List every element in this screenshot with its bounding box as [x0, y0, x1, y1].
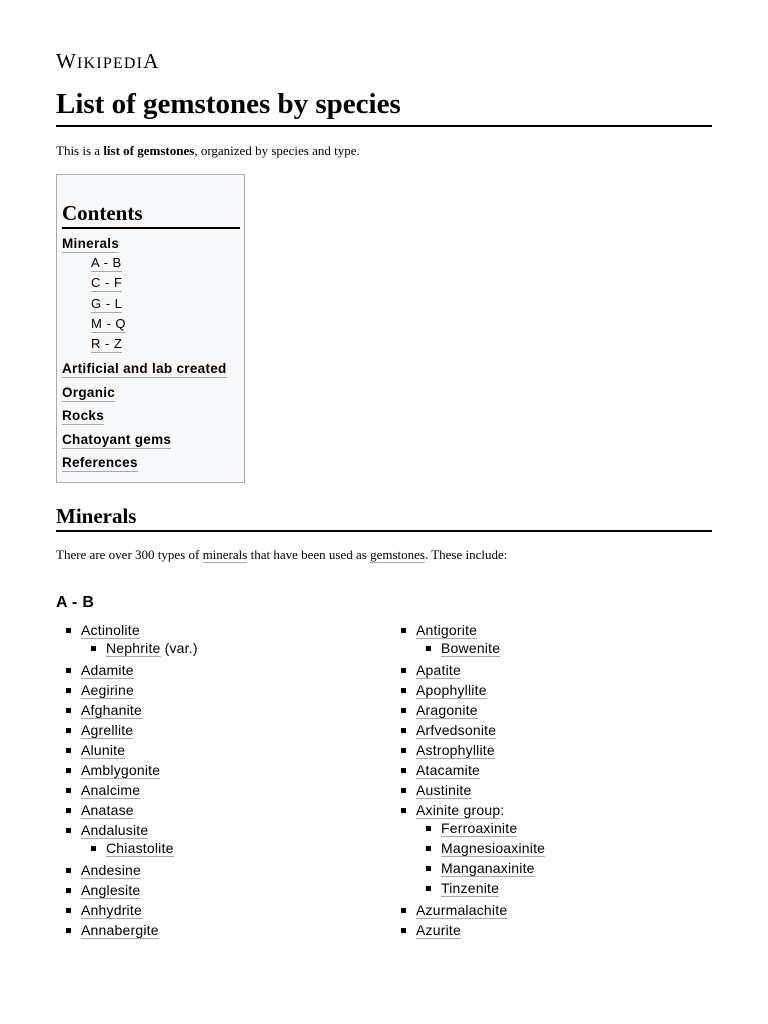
- gemstones-link[interactable]: gemstones: [370, 547, 425, 562]
- list-item: [56, 720, 198, 740]
- bullet-marker: [66, 828, 71, 833]
- list-item: [391, 900, 545, 920]
- sub-list-item: [416, 858, 545, 878]
- table-of-contents: [56, 174, 245, 483]
- sub-list-item: [81, 838, 198, 858]
- mineral-link-annabergite[interactable]: Annabergite: [81, 922, 159, 938]
- list-item: [391, 780, 545, 800]
- item-suffix: :: [500, 802, 505, 818]
- bullet-marker: [66, 748, 71, 753]
- sub-list-item: [81, 638, 198, 658]
- toc-item-minerals[interactable]: Minerals: [62, 236, 120, 251]
- toc-item-references[interactable]: References: [62, 455, 138, 470]
- list-item: [56, 760, 198, 780]
- mineral-link-magnesioaxinite[interactable]: Magnesioaxinite: [441, 840, 546, 856]
- bullet-marker: [401, 668, 406, 673]
- mineral-link-antigorite[interactable]: Antigorite: [416, 622, 478, 638]
- mineral-link-anglesite[interactable]: Anglesite: [81, 882, 141, 898]
- toc-title: Contents: [62, 199, 240, 229]
- wordmark-initial: W: [56, 49, 78, 73]
- mineral-link-tinzenite[interactable]: Tinzenite: [441, 880, 500, 896]
- bullet-marker: [66, 628, 71, 633]
- toc-item-g-l[interactable]: G - L: [91, 296, 123, 311]
- list-item: [391, 720, 545, 740]
- mineral-list-right: [391, 620, 545, 940]
- mineral-link-andalusite[interactable]: Andalusite: [81, 822, 149, 838]
- bullet-marker: [66, 928, 71, 933]
- bullet-marker: [401, 768, 406, 773]
- bullet-marker: [66, 868, 71, 873]
- bullet-marker: [401, 708, 406, 713]
- mineral-link-analcime[interactable]: Analcime: [81, 782, 141, 798]
- bullet-marker: [401, 928, 406, 933]
- toc-item-artificial[interactable]: Artificial and lab created: [62, 361, 227, 376]
- sub-list-item: [416, 638, 545, 658]
- toc-item-c-f[interactable]: C - F: [91, 275, 123, 290]
- mineral-link-azurite[interactable]: Azurite: [416, 922, 461, 938]
- bullet-marker: [401, 908, 406, 913]
- section-heading-minerals: Minerals: [56, 502, 712, 532]
- list-item: [56, 860, 198, 880]
- minerals-text-middle: that have been used as: [247, 547, 371, 562]
- list-item: [56, 620, 198, 658]
- mineral-link-actinolite[interactable]: Actinolite: [81, 622, 140, 638]
- list-item: [56, 900, 198, 920]
- mineral-link-aragonite[interactable]: Aragonite: [416, 702, 478, 718]
- mineral-link-anatase[interactable]: Anatase: [81, 802, 134, 818]
- wordmark-middle: IKIPEDI: [77, 55, 144, 72]
- mineral-link-alunite[interactable]: Alunite: [81, 742, 126, 758]
- sub-list-item: [416, 878, 545, 898]
- list-item: [391, 620, 545, 658]
- mineral-list-left: [56, 620, 198, 940]
- wordmark-final: A: [143, 49, 160, 73]
- toc-item-a-b[interactable]: A - B: [91, 255, 122, 270]
- bullet-marker: [426, 646, 431, 651]
- bullet-marker: [66, 908, 71, 913]
- list-item: [391, 760, 545, 780]
- list-item: [56, 740, 198, 760]
- mineral-link-chiastolite[interactable]: Chiastolite: [106, 840, 174, 856]
- list-item: [391, 680, 545, 700]
- intro-text-end: , organized by species and type.: [194, 143, 360, 158]
- mineral-link-andesine[interactable]: Andesine: [81, 862, 141, 878]
- list-item: [56, 660, 198, 680]
- mineral-link-austinite[interactable]: Austinite: [416, 782, 472, 798]
- bullet-marker: [426, 846, 431, 851]
- intro-bold-term: list of gemstones: [103, 143, 195, 158]
- sub-list: [416, 818, 545, 898]
- mineral-link-aegirine[interactable]: Aegirine: [81, 682, 134, 698]
- mineral-link-astrophyllite[interactable]: Astrophyllite: [416, 742, 495, 758]
- bullet-marker: [426, 866, 431, 871]
- subsection-heading-a-b: A - B: [56, 594, 95, 611]
- intro-text-start: This is a: [56, 143, 104, 158]
- bullet-marker: [401, 728, 406, 733]
- bullet-marker: [426, 826, 431, 831]
- bullet-marker: [66, 688, 71, 693]
- list-item: [56, 800, 198, 820]
- list-item: [56, 700, 198, 720]
- bullet-marker: [401, 748, 406, 753]
- minerals-text-end: . These include:: [424, 547, 508, 562]
- mineral-link-adamite[interactable]: Adamite: [81, 662, 134, 678]
- toc-item-organic[interactable]: Organic: [62, 385, 116, 400]
- page-title: List of gemstones by species: [56, 84, 712, 127]
- mineral-link-bowenite[interactable]: Bowenite: [441, 640, 501, 656]
- mineral-link-apatite[interactable]: Apatite: [416, 662, 461, 678]
- bullet-marker: [426, 886, 431, 891]
- bullet-marker: [66, 728, 71, 733]
- sub-list-item: [416, 838, 545, 858]
- bullet-marker: [66, 808, 71, 813]
- bullet-marker: [401, 688, 406, 693]
- toc-item-chatoyant-gems[interactable]: Chatoyant gems: [62, 432, 172, 447]
- minerals-text-start: There are over 300 types of: [56, 547, 203, 562]
- mineral-link-atacamite[interactable]: Atacamite: [416, 762, 481, 778]
- list-item: [56, 920, 198, 940]
- bullet-marker: [401, 628, 406, 633]
- mineral-link-ferroaxinite[interactable]: Ferroaxinite: [441, 820, 518, 836]
- sub-list: [81, 638, 198, 658]
- mineral-link-azurmalachite[interactable]: Azurmalachite: [416, 902, 508, 918]
- bullet-marker: [401, 808, 406, 813]
- mineral-link-nephrite[interactable]: Nephrite: [106, 640, 161, 656]
- toc-item-m-q[interactable]: M - Q: [91, 316, 126, 331]
- mineral-link-axinite-group[interactable]: Axinite group: [416, 802, 501, 818]
- minerals-link[interactable]: minerals: [202, 547, 248, 562]
- list-item: [56, 680, 198, 700]
- sub-list: [416, 638, 545, 658]
- toc-item-rocks[interactable]: Rocks: [62, 408, 105, 423]
- variety-note: (var.): [160, 640, 198, 656]
- mineral-link-anhydrite[interactable]: Anhydrite: [81, 902, 142, 918]
- bullet-marker: [66, 768, 71, 773]
- list-item: [391, 660, 545, 680]
- bullet-marker: [91, 646, 96, 651]
- bullet-marker: [401, 788, 406, 793]
- list-item: [391, 700, 545, 720]
- list-item: [391, 800, 545, 898]
- list-item: [56, 780, 198, 800]
- mineral-link-manganaxinite[interactable]: Manganaxinite: [441, 860, 535, 876]
- list-item: [56, 820, 198, 858]
- bullet-marker: [91, 846, 96, 851]
- bullet-marker: [66, 668, 71, 673]
- list-item: [391, 920, 545, 940]
- sub-list: [81, 838, 198, 858]
- mineral-link-amblygonite[interactable]: Amblygonite: [81, 762, 161, 778]
- intro-paragraph: [56, 142, 360, 160]
- wikipedia-wordmark[interactable]: [56, 49, 160, 76]
- minerals-intro-paragraph: [56, 546, 507, 564]
- mineral-link-arfvedsonite[interactable]: Arfvedsonite: [416, 722, 497, 738]
- mineral-link-agrellite[interactable]: Agrellite: [81, 722, 134, 738]
- bullet-marker: [66, 708, 71, 713]
- mineral-link-apophyllite[interactable]: Apophyllite: [416, 682, 487, 698]
- list-item: [56, 880, 198, 900]
- bullet-marker: [66, 788, 71, 793]
- sub-list-item: [416, 818, 545, 838]
- toc-item-r-z[interactable]: R - Z: [91, 336, 123, 351]
- mineral-link-afghanite[interactable]: Afghanite: [81, 702, 142, 718]
- bullet-marker: [66, 888, 71, 893]
- list-item: [391, 740, 545, 760]
